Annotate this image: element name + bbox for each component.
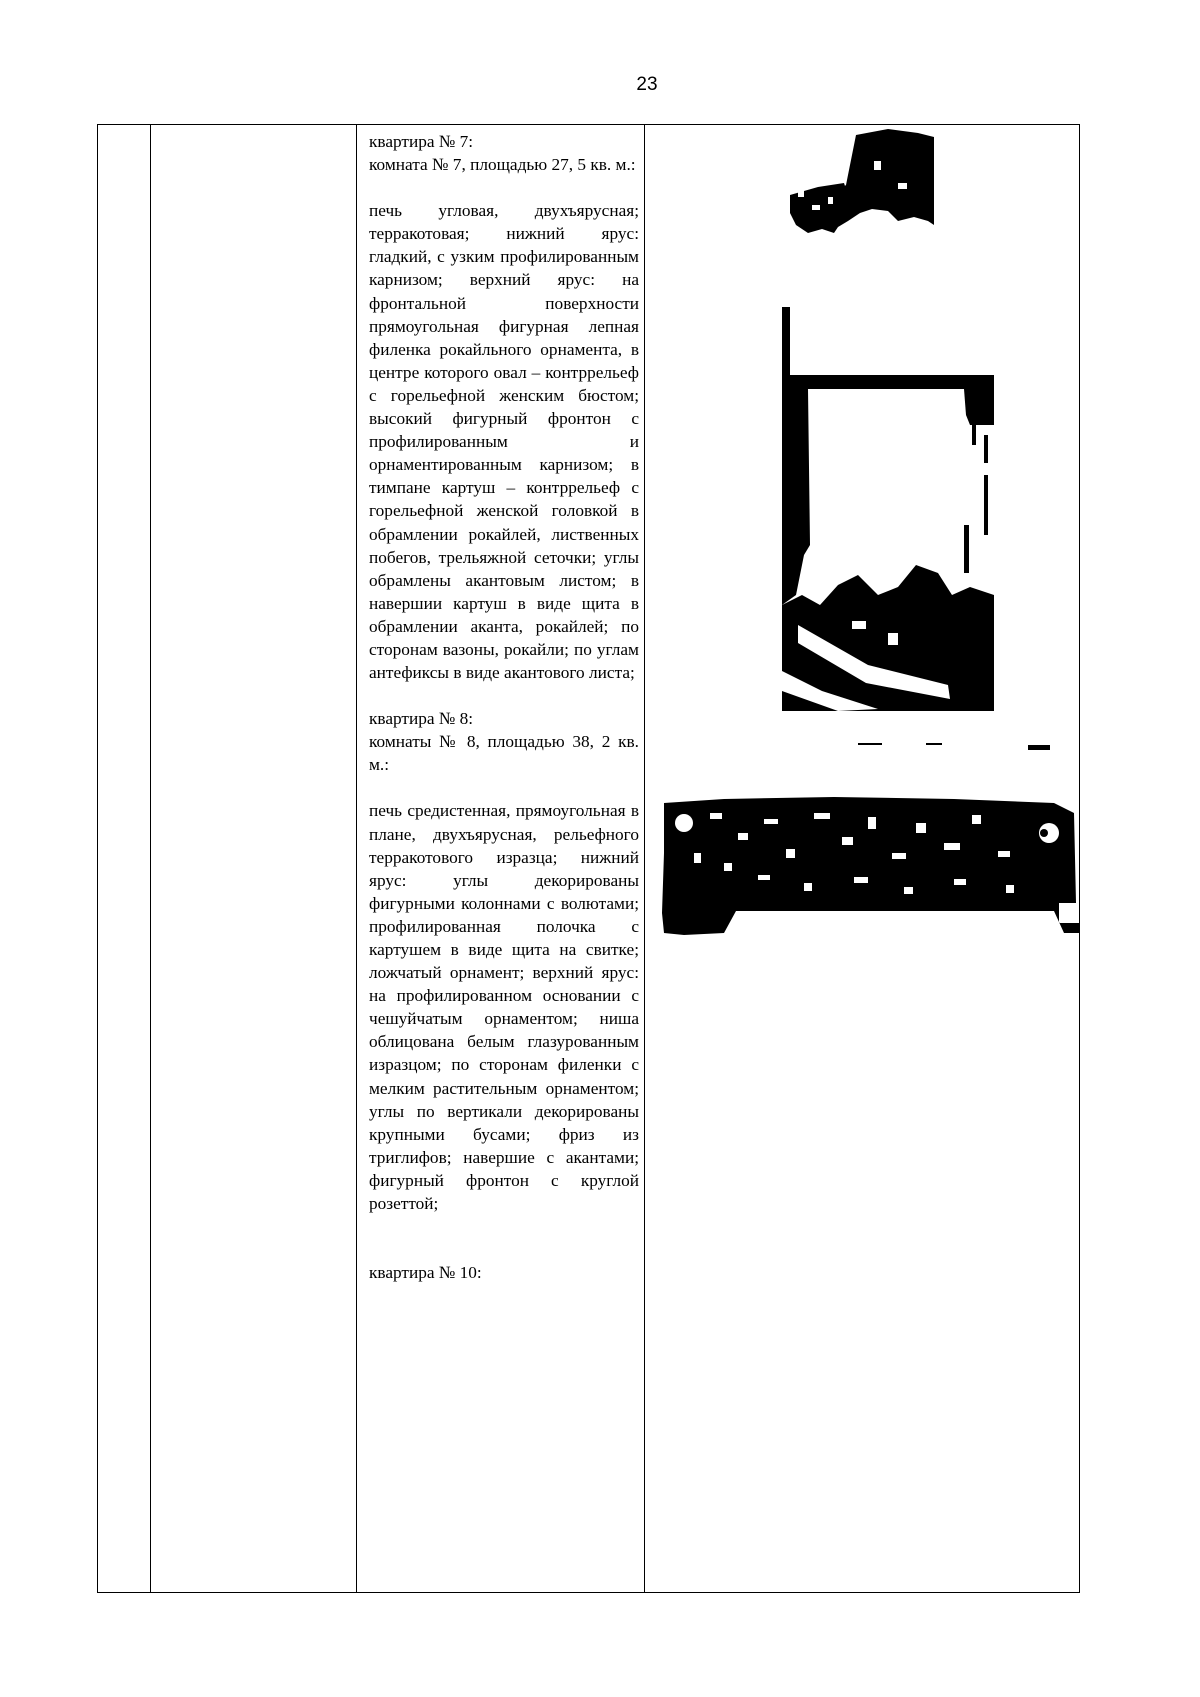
stove-photo-apartment-8 [654, 793, 1079, 963]
apartment-8-room: комнаты № 8, площадью 38, 2 кв. м.: [369, 732, 639, 775]
table-divider [150, 125, 151, 1592]
table-divider [644, 125, 645, 1592]
apartment-8-description: печь средистенная, прямоугольная в плане, двухъярусная, рельефного терракотового изразца; нижний ярус: углы декорированы фигурными колоннами с волютами; профилированная полочка с картушем в виде щита на свитке; ложчатый орнамент; верхний ярус: на профилированном основании с чешуйчатым орнаментом; ниша облицована белым глазурованным изразцом; по сторонам филенки с мелким растительным орнаментом; углы по вертикали декорированы крупными бусами; фриз из триглифов; навершие с акантами; фигурный фронтон с круглой розеттой; [369, 801, 639, 1214]
apartment-7-description: печь угловая, двухъярусная; терракотовая; нижний ярус: гладкий, с узким профилированным карнизом; верхний ярус: на фронтальной поверхности прямоугольная фигурная лепная филенка рокайльного орнамента, в центре которого овал – контррельеф с горельефной женским бюстом; высокий фигурный фронтон с профилированным и орнаментированным карнизом; в тимпане картуш – контррельеф с горельефной женской головкой в обрамлении рокайлей, лиственных побегов, трельяжной сеточки; углы обрамлены акантовым листом; в навершии картуш в виде щита в обрамлении аканта, рокайлей; по сторонам вазоны, рокайли; по углам антефиксы в виде акантового листа; [369, 201, 639, 683]
page-number: 23 [636, 74, 658, 95]
apartment-10-heading: квартира № 10: [369, 1263, 482, 1283]
apartment-7-heading: квартира № 7: [369, 132, 474, 151]
table-divider [356, 125, 357, 1592]
apartment-7-room: комната № 7, площадью 27, 5 кв. м.: [369, 155, 636, 175]
stove-photo-apartment-7 [738, 125, 1078, 815]
description-column [369, 130, 639, 1284]
document-table [97, 124, 1080, 1593]
apartment-8-heading: квартира № 8: [369, 709, 474, 729]
